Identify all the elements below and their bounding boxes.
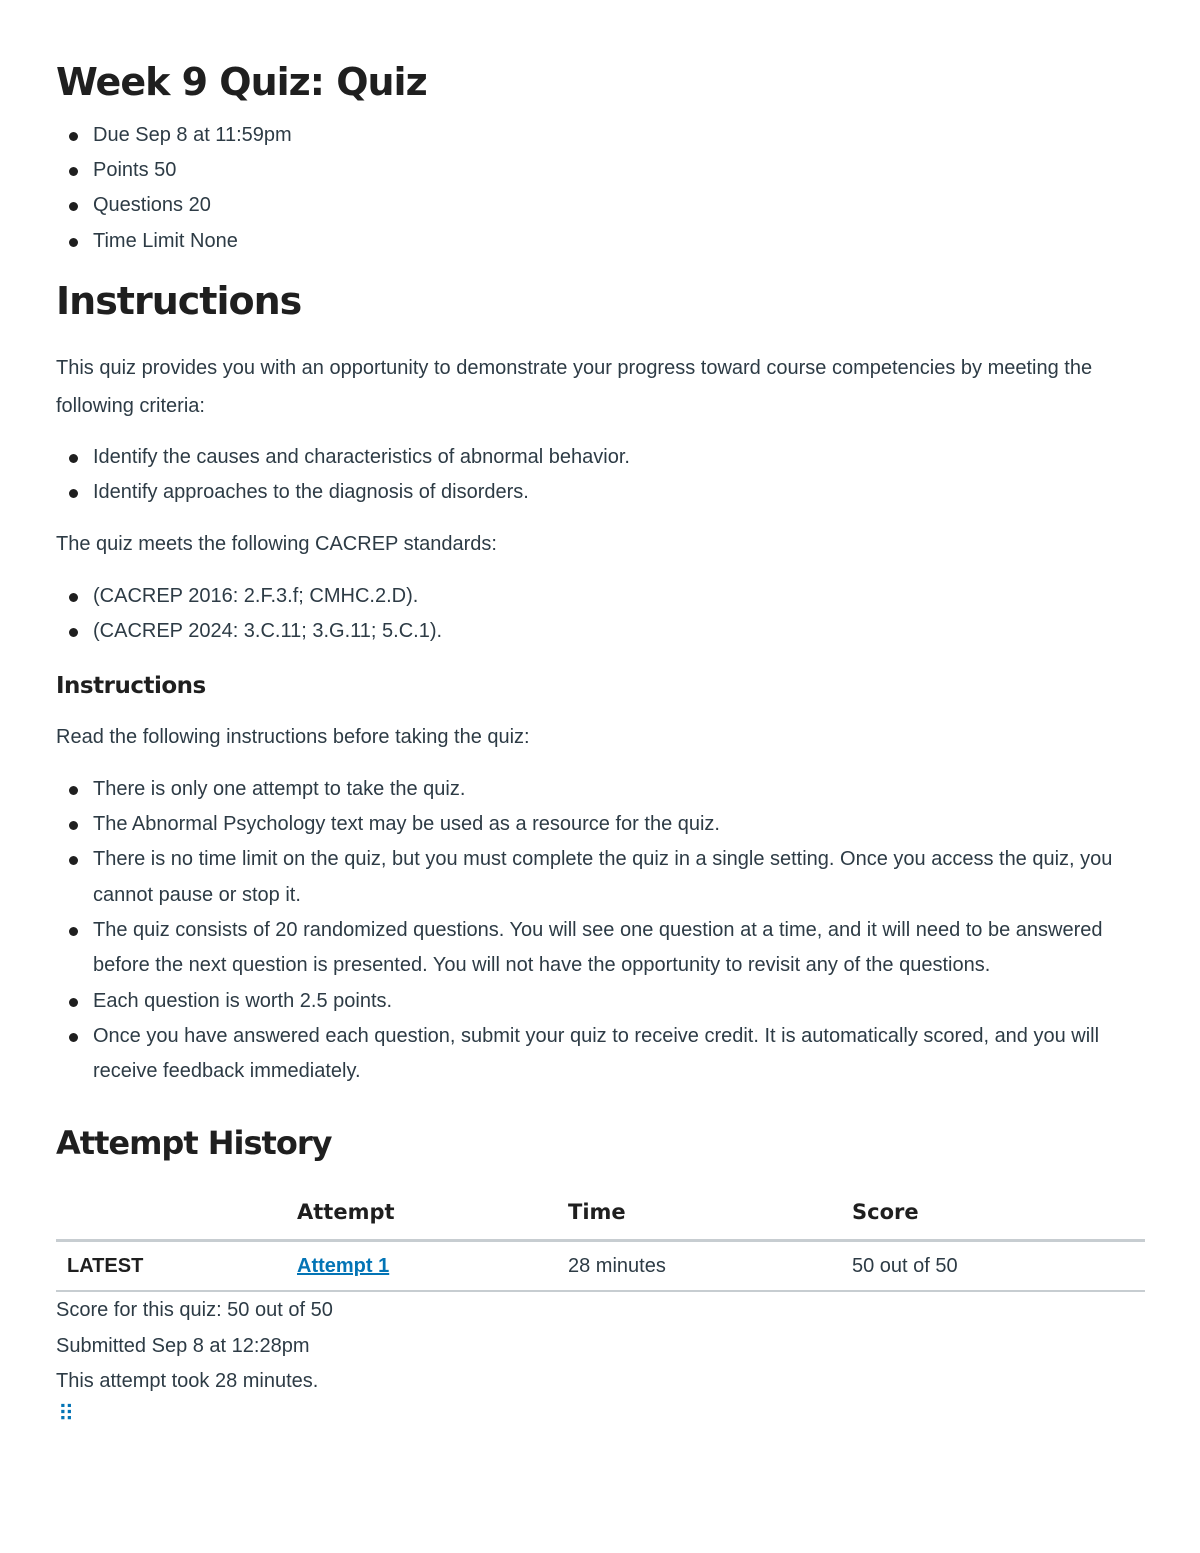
table-header-row — [56, 1185, 1145, 1241]
attempt-1-link[interactable]: Attempt 1 — [297, 1254, 390, 1277]
latest-label: LATEST — [56, 1241, 297, 1292]
submitted-line: Submitted Sep 8 at 12:28pm — [56, 1334, 310, 1357]
column-header-attempt: Attempt — [297, 1185, 568, 1241]
meta-points: Points 50 — [93, 153, 1144, 188]
rule-item: Once you have answered each question, submit your quiz to receive credit. It is automatically scored, and you will receive feedback immediately. — [93, 1019, 1144, 1090]
attempt-cell — [297, 1241, 568, 1292]
attempt-history-heading: Attempt History — [56, 1124, 332, 1163]
meta-questions: Questions 20 — [93, 188, 1144, 223]
meta-due: Due Sep 8 at 11:59pm — [93, 118, 1144, 153]
standards-item: (CACREP 2016: 2.F.3.f; CMHC.2.D). — [93, 579, 1144, 614]
rule-item: The Abnormal Psychology text may be used as a resource for the quiz. — [93, 807, 1144, 842]
attempt-time: 28 minutes — [568, 1241, 852, 1292]
instructions-intro: This quiz provides you with an opportunity to demonstrate your progress toward course competencies by meeting the following criteria: — [56, 356, 1093, 417]
column-header-score: Score — [852, 1185, 1145, 1241]
attempt-summary — [56, 1293, 1144, 1399]
rules-list — [56, 772, 1144, 1090]
score-line: Score for this quiz: 50 out of 50 — [56, 1299, 333, 1322]
page-title: Week 9 Quiz: Quiz — [56, 60, 427, 104]
quiz-meta-list — [56, 118, 1144, 259]
instructions-subheading: Instructions — [56, 672, 206, 699]
rule-item: There is only one attempt to take the quiz. — [93, 772, 1144, 807]
meta-time-limit: Time Limit None — [93, 224, 1144, 259]
criteria-list — [56, 440, 1144, 511]
standards-item: (CACREP 2024: 3.C.11; 3.G.11; 5.C.1). — [93, 614, 1144, 649]
duration-line: This attempt took 28 minutes. — [56, 1370, 319, 1393]
drag-handle-icon[interactable]: ⠿ — [58, 1401, 72, 1427]
criteria-item: Identify the causes and characteristics of abnormal behavior. — [93, 440, 1144, 475]
table-row — [56, 1241, 1145, 1292]
rule-item: Each question is worth 2.5 points. — [93, 984, 1144, 1019]
rule-item: The quiz consists of 20 randomized questions. You will see one question at a time, and it will need to be answered before the next question is presented. You will not have the opportunity to revisit any of the questions. — [93, 913, 1144, 984]
read-intro: Read the following instructions before taking the quiz: — [56, 725, 530, 748]
standards-intro: The quiz meets the following CACREP standards: — [56, 533, 497, 556]
rule-item: There is no time limit on the quiz, but you must complete the quiz in a single setting. Once you access the quiz, you cannot pause or stop it. — [93, 842, 1144, 913]
column-header-label — [56, 1185, 297, 1241]
attempt-history-table — [56, 1185, 1145, 1292]
criteria-item: Identify approaches to the diagnosis of disorders. — [93, 475, 1144, 510]
attempt-score: 50 out of 50 — [852, 1241, 1145, 1292]
standards-list — [56, 579, 1144, 650]
instructions-heading: Instructions — [56, 278, 302, 323]
column-header-time: Time — [568, 1185, 852, 1241]
